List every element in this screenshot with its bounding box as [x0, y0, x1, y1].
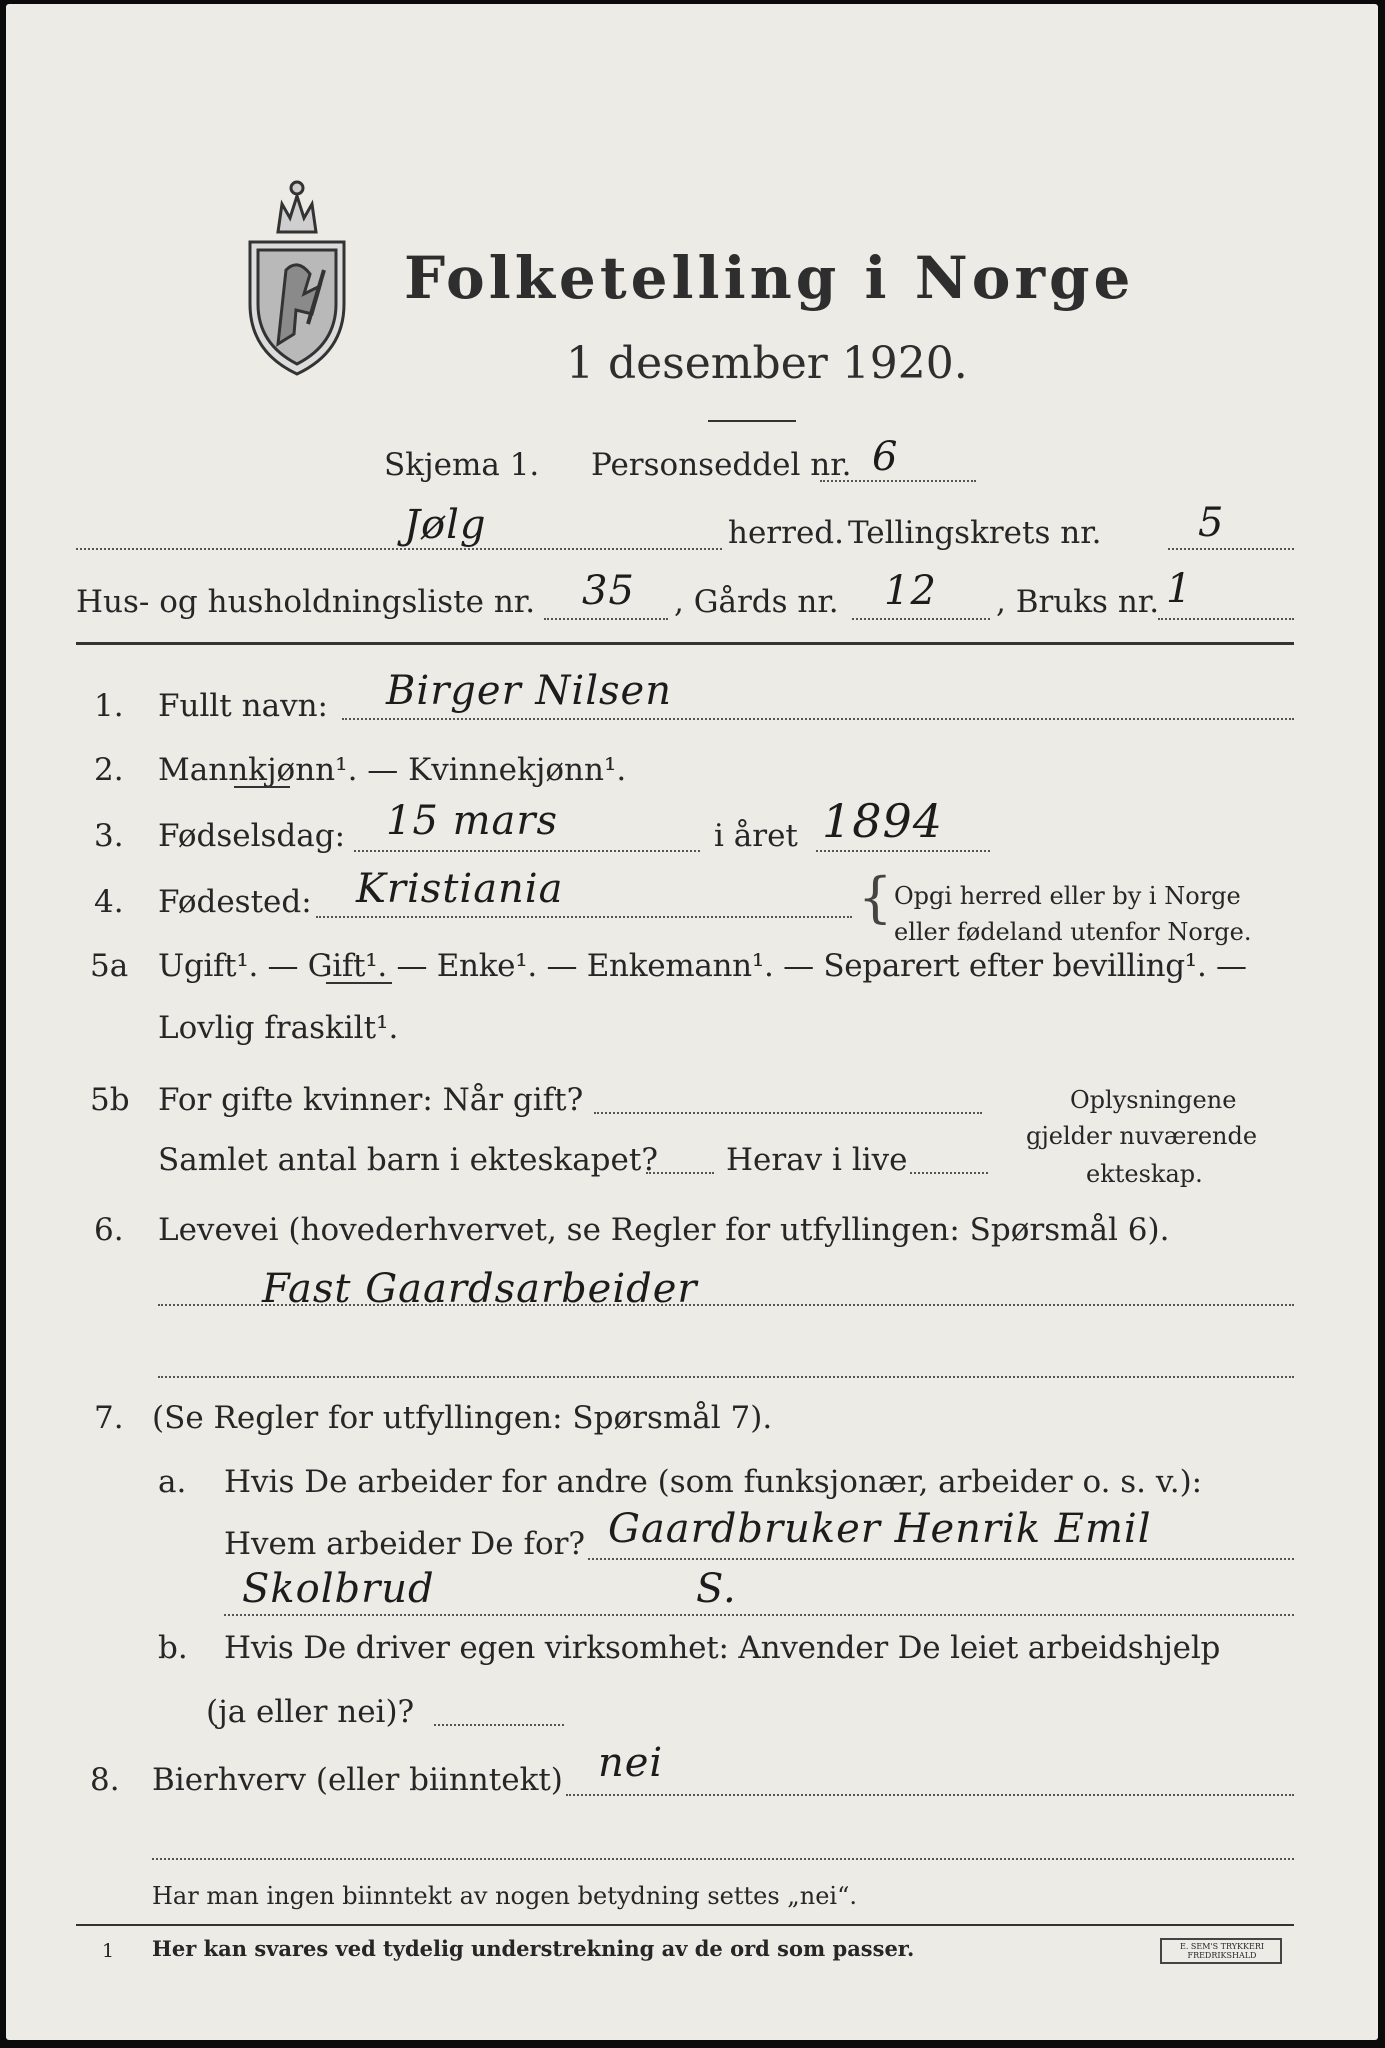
- full-name-value[interactable]: Birger Nilsen: [386, 668, 672, 714]
- q6-field-line-2: [158, 1376, 1294, 1378]
- bruks-field-line: [1158, 618, 1294, 620]
- employer-value-line1[interactable]: Gaardbruker Henrik Emil: [608, 1506, 1152, 1552]
- q5b-note-line2: gjelder nuværende: [1026, 1122, 1258, 1150]
- q7a-line1: Hvis De arbeider for andre (som funksjonær, arbeider o. s. v.):: [224, 1464, 1203, 1500]
- married-date-field-line: [594, 1112, 982, 1114]
- bruks-value[interactable]: 1: [1166, 566, 1193, 612]
- gards-value[interactable]: 12: [884, 568, 937, 614]
- herred-field-line: [76, 548, 722, 550]
- herred-label: herred.: [728, 515, 844, 551]
- birthday-value[interactable]: 15 mars: [386, 798, 559, 844]
- q3-number: 3.: [94, 818, 124, 854]
- q1-field-line: [342, 718, 1294, 720]
- q4-label: Fødested:: [158, 884, 312, 920]
- q7a-line2: Hvem arbeider De for?: [224, 1526, 586, 1562]
- children-field-line: [646, 1172, 714, 1174]
- q8-label: Bierhverv (eller biinntekt): [152, 1762, 563, 1798]
- q2-underline-mannkjonn: [234, 786, 290, 788]
- q8-field-line-1: [566, 1794, 1294, 1796]
- printer-stamp-text: E. SEM'S TRYKKERI FREDRIKSHALD: [1179, 1942, 1265, 1960]
- herred-value[interactable]: Jølg: [404, 502, 487, 548]
- q4-field-line: [316, 916, 852, 918]
- q5a-line2: Lovlig fraskilt¹.: [158, 1010, 399, 1046]
- tellingskrets-label: Tellingskrets nr.: [848, 515, 1102, 551]
- census-date: 1 desember 1920.: [566, 338, 968, 389]
- q2-label: Mannkjønn¹. — Kvinnekjønn¹.: [158, 752, 627, 788]
- q5b-note-line1: Oplysningene: [1070, 1086, 1237, 1114]
- printer-stamp: [1160, 1938, 1282, 1964]
- q6-label: Levevei (hovederhvervet, se Regler for utfyllingen: Spørsmål 6).: [158, 1212, 1170, 1248]
- skjema-label: Skjema 1.: [384, 447, 540, 483]
- q4-brace: {: [858, 866, 893, 929]
- q5b-line2: Samlet antal barn i ekteskapet?: [158, 1142, 658, 1178]
- footnote-text: Her kan svares ved tydelig understrekning av de ord som passer.: [152, 1936, 915, 1961]
- q7b-line2: (ja eller nei)?: [206, 1694, 415, 1730]
- title-divider: [708, 420, 796, 422]
- employer-field-line-1: [588, 1558, 1294, 1560]
- side-income-value[interactable]: nei: [598, 1740, 664, 1786]
- alive-field-line: [910, 1172, 988, 1174]
- q7b-letter: b.: [158, 1630, 188, 1666]
- q4-number: 4.: [94, 884, 124, 920]
- q8-field-line-2: [152, 1858, 1294, 1860]
- q6-number: 6.: [94, 1212, 124, 1248]
- q7a-letter: a.: [158, 1464, 187, 1500]
- q1-number: 1.: [94, 688, 124, 724]
- q2-number: 2.: [94, 752, 124, 788]
- footer-rule: [76, 1924, 1294, 1926]
- bruks-label: , Bruks nr.: [996, 584, 1160, 620]
- hus-field-line: [544, 618, 668, 620]
- q3-field-line: [354, 850, 700, 852]
- coat-of-arms-icon: [238, 174, 356, 382]
- employer-value-line3[interactable]: S.: [696, 1566, 737, 1612]
- q5a-underline-gift: [326, 982, 392, 984]
- q5b-note-line3: ekteskap.: [1086, 1160, 1203, 1188]
- gards-label: , Gårds nr.: [674, 584, 839, 620]
- q6-field-line-1: [158, 1304, 1294, 1306]
- q7-number: 7.: [94, 1400, 124, 1436]
- employer-field-line-2: [224, 1614, 1294, 1616]
- q8-number: 8.: [90, 1762, 120, 1798]
- tellingskrets-value[interactable]: 5: [1198, 500, 1225, 546]
- q5a-number: 5a: [90, 948, 129, 984]
- q5b-line2b: Herav i live: [726, 1142, 908, 1178]
- q3-label: Fødselsdag:: [158, 818, 346, 854]
- footer-note: Har man ingen biinntekt av nogen betydning settes „nei“.: [152, 1882, 857, 1910]
- q5a-line1: Ugift¹. — Gift¹. — Enke¹. — Enkemann¹. — Separert efter bevilling¹. —: [158, 948, 1247, 984]
- header-rule: [76, 642, 1294, 645]
- birth-year-value[interactable]: 1894: [822, 794, 944, 848]
- personseddel-value[interactable]: 6: [872, 434, 899, 480]
- employer-value-line2[interactable]: Skolbrud: [242, 1566, 435, 1612]
- footnote-mark: 1: [102, 1940, 115, 1962]
- q5b-line1: For gifte kvinner: Når gift?: [158, 1082, 584, 1118]
- form-title: Folketelling i Norge: [404, 244, 1135, 312]
- hus-label: Hus- og husholdningsliste nr.: [76, 584, 536, 620]
- q7b-field-line: [434, 1724, 564, 1726]
- q1-label: Fullt navn:: [158, 688, 328, 724]
- personseddel-field-line: [820, 480, 976, 482]
- q5b-number: 5b: [90, 1082, 130, 1118]
- hus-value[interactable]: 35: [582, 568, 635, 614]
- q7b-line1: Hvis De driver egen virksomhet: Anvender De leiet arbeidshjelp: [224, 1630, 1221, 1666]
- census-form: [6, 4, 1378, 2040]
- year-field-line: [816, 850, 990, 852]
- year-label: i året: [714, 818, 798, 854]
- occupation-value[interactable]: Fast Gaardsarbeider: [262, 1266, 698, 1312]
- tellingskrets-field-line: [1168, 548, 1294, 550]
- q4-note-line2: eller fødeland utenfor Norge.: [894, 918, 1252, 946]
- personseddel-label: Personseddel nr.: [591, 447, 852, 483]
- q7-label: (Se Regler for utfyllingen: Spørsmål 7).: [152, 1400, 773, 1436]
- birthplace-value[interactable]: Kristiania: [356, 866, 564, 912]
- gards-field-line: [852, 618, 990, 620]
- q4-note-line1: Opgi herred eller by i Norge: [894, 882, 1241, 910]
